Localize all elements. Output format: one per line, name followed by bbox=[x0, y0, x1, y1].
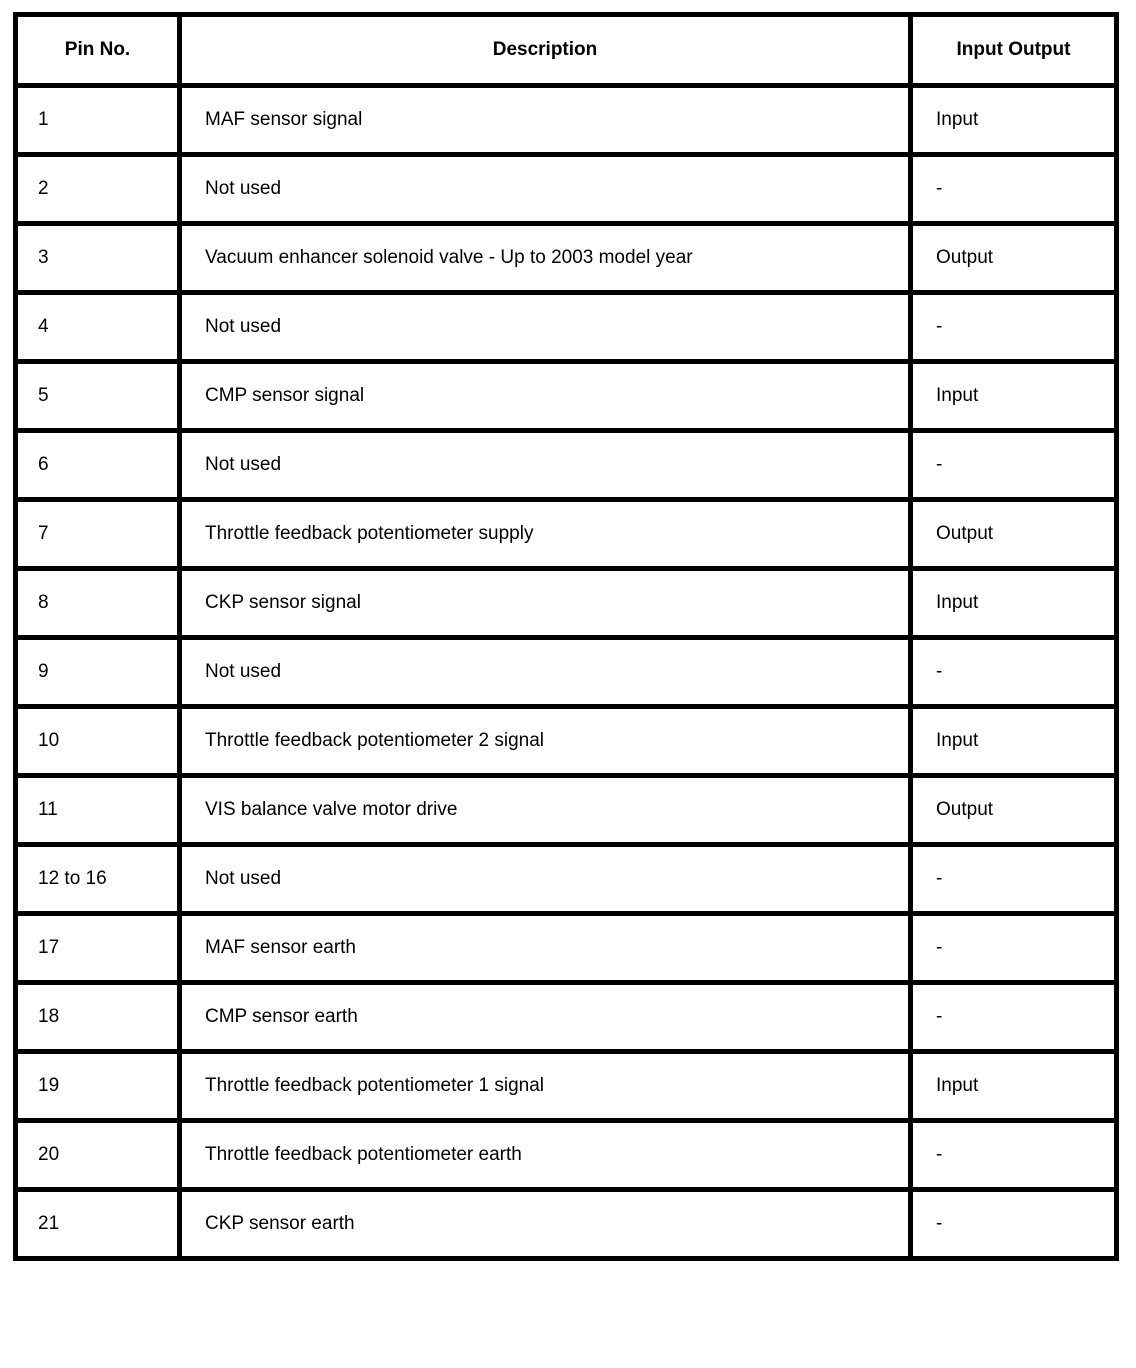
pin-cell: 3 bbox=[16, 224, 180, 293]
header-description: Description bbox=[180, 15, 911, 86]
table-row bbox=[16, 293, 1117, 362]
io-cell: - bbox=[911, 638, 1117, 707]
table-row bbox=[16, 638, 1117, 707]
description-cell: CMP sensor signal bbox=[180, 362, 911, 431]
io-cell: - bbox=[911, 845, 1117, 914]
table-row bbox=[16, 500, 1117, 569]
description-cell: Not used bbox=[180, 155, 911, 224]
description-cell: Throttle feedback potentiometer earth bbox=[180, 1121, 911, 1190]
pin-cell: 5 bbox=[16, 362, 180, 431]
io-cell: Input bbox=[911, 1052, 1117, 1121]
pin-cell: 9 bbox=[16, 638, 180, 707]
table-row bbox=[16, 776, 1117, 845]
description-cell: CMP sensor earth bbox=[180, 983, 911, 1052]
pin-cell: 1 bbox=[16, 86, 180, 155]
io-cell: Output bbox=[911, 224, 1117, 293]
pin-cell: 7 bbox=[16, 500, 180, 569]
header-row bbox=[16, 15, 1117, 86]
io-cell: Input bbox=[911, 707, 1117, 776]
pin-cell: 2 bbox=[16, 155, 180, 224]
description-cell: CKP sensor earth bbox=[180, 1190, 911, 1259]
table-row bbox=[16, 983, 1117, 1052]
table-row bbox=[16, 224, 1117, 293]
description-cell: Throttle feedback potentiometer supply bbox=[180, 500, 911, 569]
io-cell: Input bbox=[911, 362, 1117, 431]
io-cell: Output bbox=[911, 776, 1117, 845]
io-cell: - bbox=[911, 1121, 1117, 1190]
io-cell: - bbox=[911, 155, 1117, 224]
pin-cell: 17 bbox=[16, 914, 180, 983]
table-row bbox=[16, 86, 1117, 155]
io-cell: - bbox=[911, 293, 1117, 362]
table-row bbox=[16, 1121, 1117, 1190]
pin-cell: 19 bbox=[16, 1052, 180, 1121]
io-cell: - bbox=[911, 914, 1117, 983]
pin-cell: 6 bbox=[16, 431, 180, 500]
io-cell: - bbox=[911, 431, 1117, 500]
pin-assignment-table bbox=[13, 12, 1119, 1261]
table-row bbox=[16, 431, 1117, 500]
table-row bbox=[16, 155, 1117, 224]
table-row bbox=[16, 362, 1117, 431]
description-cell: Not used bbox=[180, 845, 911, 914]
io-cell: Output bbox=[911, 500, 1117, 569]
header-pin-no: Pin No. bbox=[16, 15, 180, 86]
table-row bbox=[16, 914, 1117, 983]
description-cell: VIS balance valve motor drive bbox=[180, 776, 911, 845]
table-row bbox=[16, 569, 1117, 638]
description-cell: Not used bbox=[180, 293, 911, 362]
pin-cell: 18 bbox=[16, 983, 180, 1052]
header-input-output: Input Output bbox=[911, 15, 1117, 86]
pin-cell: 4 bbox=[16, 293, 180, 362]
pin-cell: 8 bbox=[16, 569, 180, 638]
pin-cell: 12 to 16 bbox=[16, 845, 180, 914]
table-body bbox=[16, 86, 1117, 1259]
pin-cell: 10 bbox=[16, 707, 180, 776]
pin-cell: 11 bbox=[16, 776, 180, 845]
table-row bbox=[16, 1052, 1117, 1121]
io-cell: - bbox=[911, 983, 1117, 1052]
description-cell: MAF sensor earth bbox=[180, 914, 911, 983]
io-cell: - bbox=[911, 1190, 1117, 1259]
description-cell: Throttle feedback potentiometer 1 signal bbox=[180, 1052, 911, 1121]
pin-cell: 20 bbox=[16, 1121, 180, 1190]
pin-cell: 21 bbox=[16, 1190, 180, 1259]
table-row bbox=[16, 1190, 1117, 1259]
description-cell: MAF sensor signal bbox=[180, 86, 911, 155]
description-cell: Not used bbox=[180, 431, 911, 500]
table-row bbox=[16, 845, 1117, 914]
io-cell: Input bbox=[911, 86, 1117, 155]
io-cell: Input bbox=[911, 569, 1117, 638]
table-row bbox=[16, 707, 1117, 776]
description-cell: Vacuum enhancer solenoid valve - Up to 2003 model year bbox=[180, 224, 911, 293]
description-cell: Not used bbox=[180, 638, 911, 707]
description-cell: CKP sensor signal bbox=[180, 569, 911, 638]
description-cell: Throttle feedback potentiometer 2 signal bbox=[180, 707, 911, 776]
